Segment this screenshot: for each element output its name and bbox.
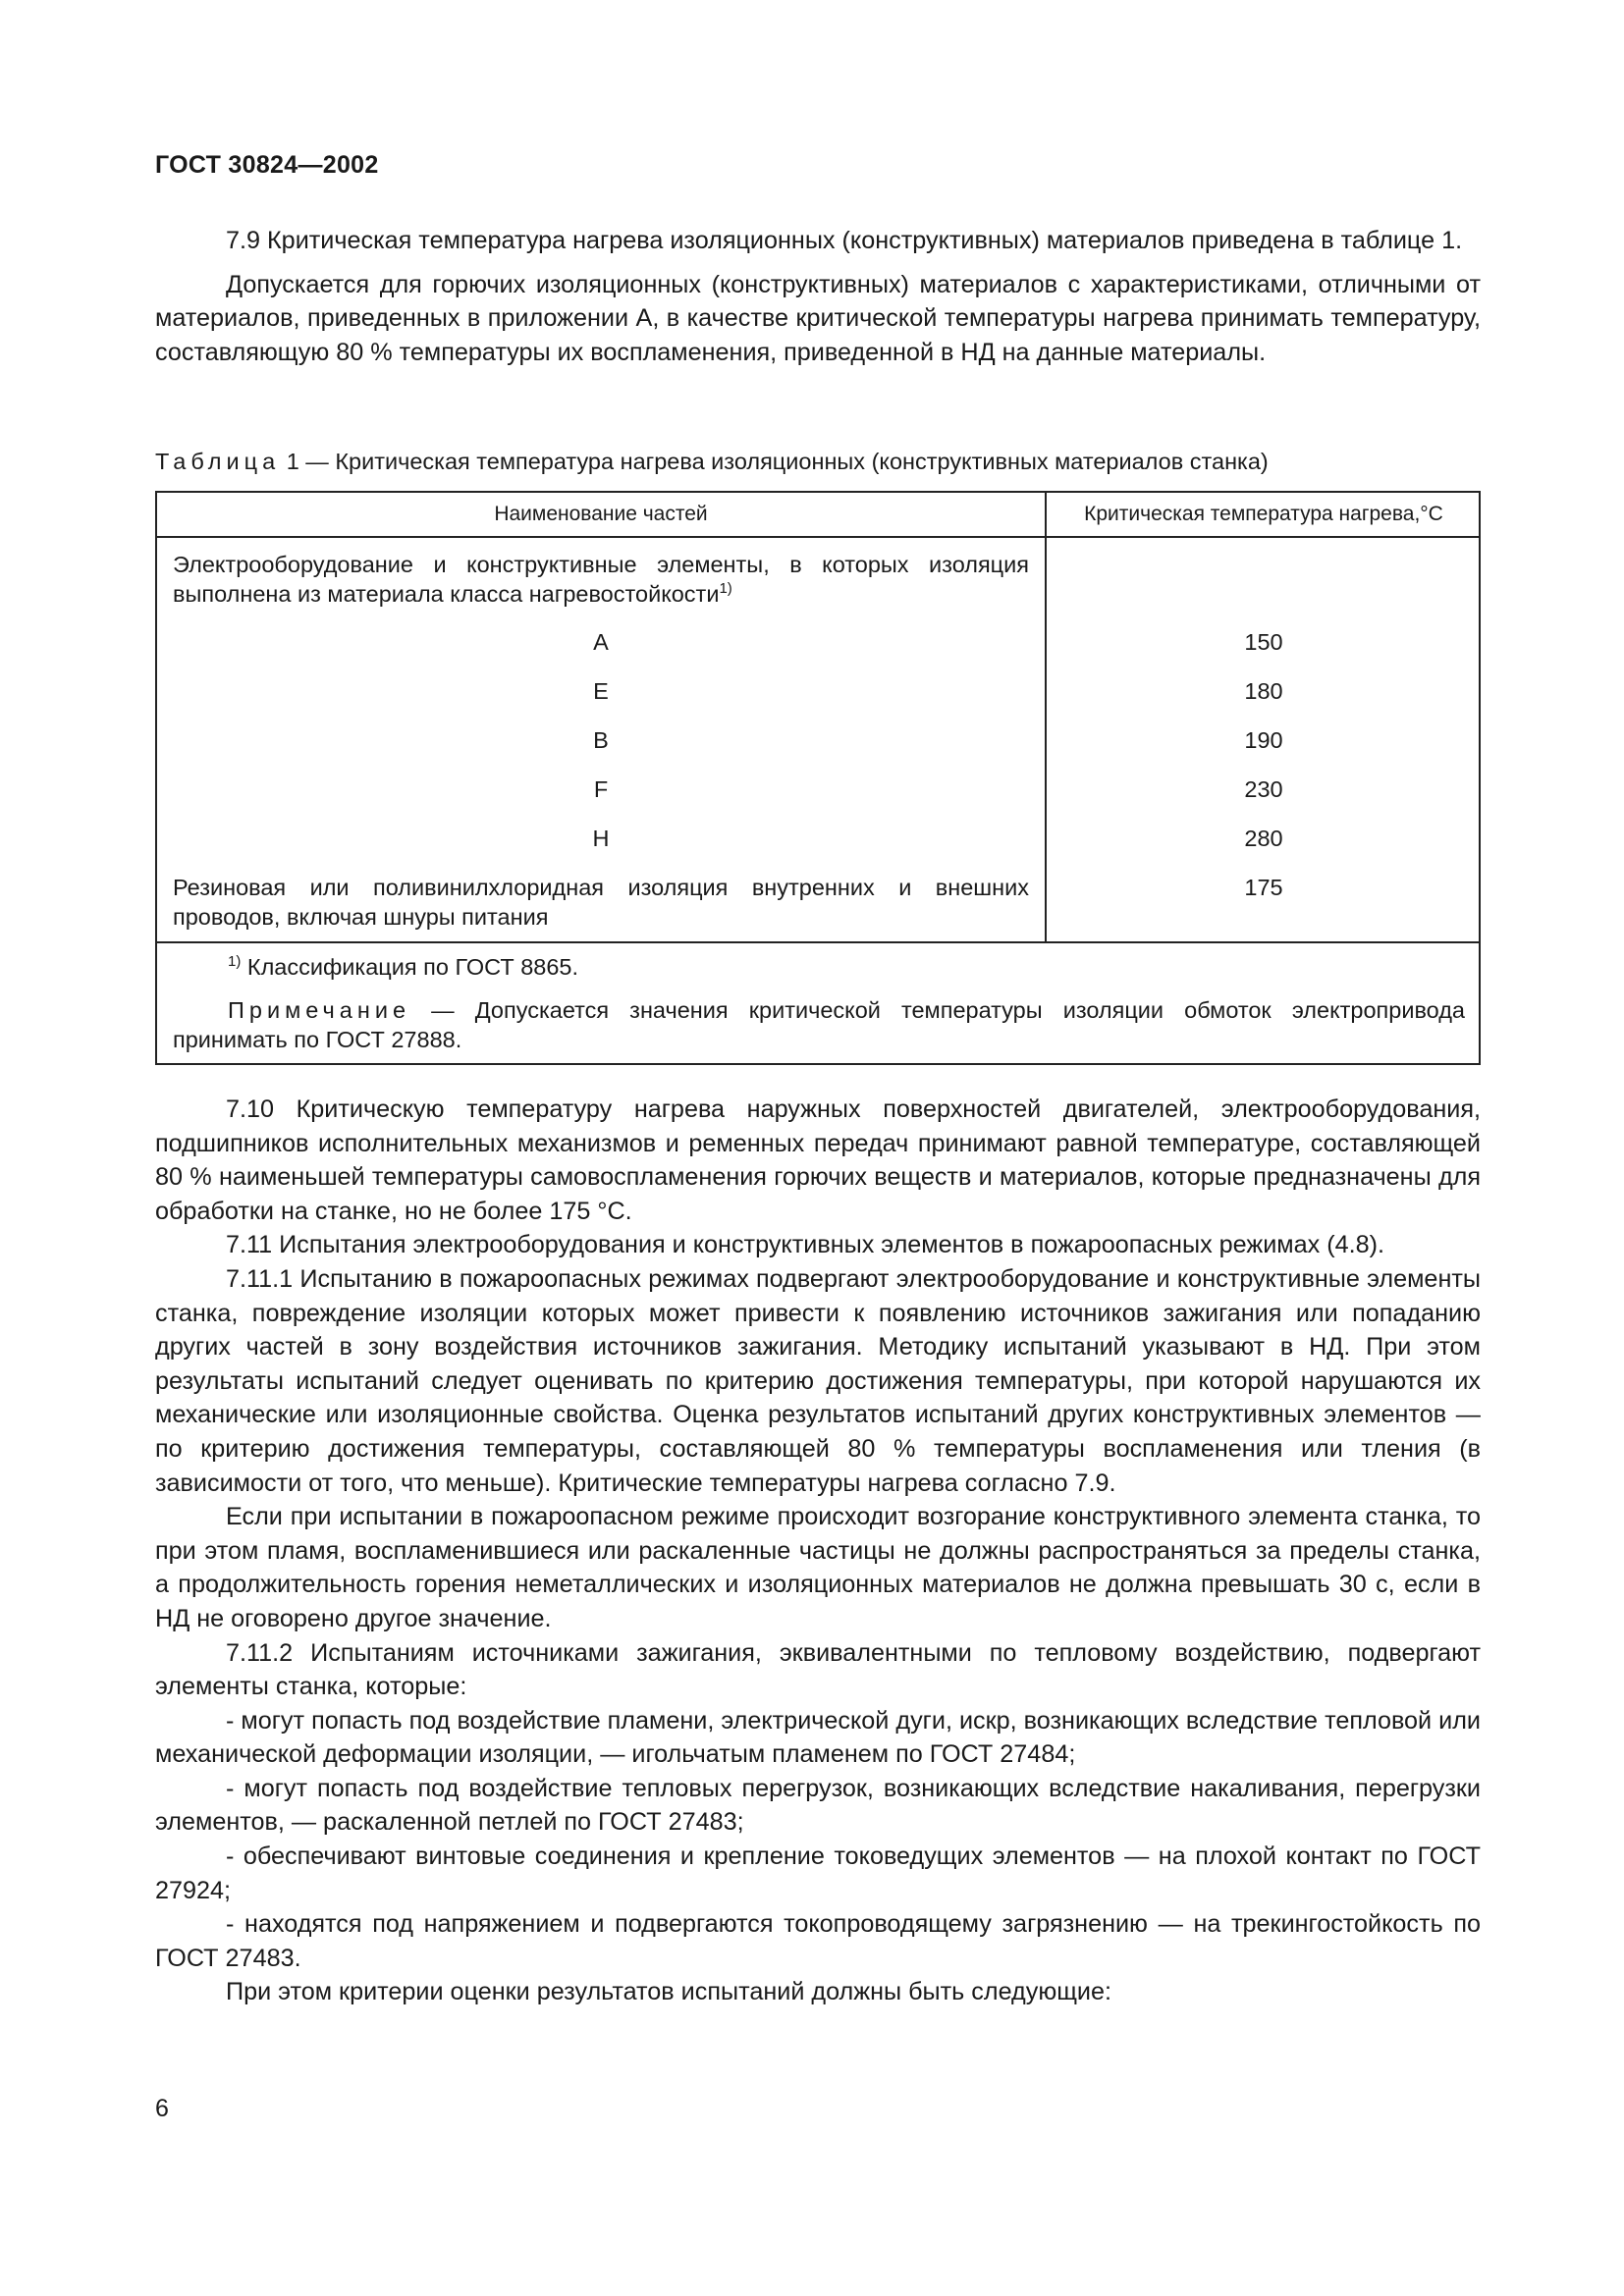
list-item: - могут попасть под воздействие тепловых перегрузок, возникающих вследствие накаливания, перегрузки элементов, — раскаленной петлей по ГОСТ 27483; [155,1774,1481,1837]
paragraph-7-9-allowance: Допускается для горючих изоляционных (конструктивных) материалов с характеристиками, отличными от материалов, приведенных в приложении А, в качестве критической температуры нагрева принимать температуру, составляющую 80 % температуры их воспламенения, приведенной в НД на данные материалы. [155,270,1481,366]
list-item: - обеспечивают винтовые соединения и крепление токоведущих элементов — на плохой контакт по ГОСТ 27924; [155,1842,1481,1904]
paragraph-7-10: 7.10 Критическую температуру нагрева наружных поверхностей двигателей, электрооборудования, подшипников исполнительных механизмов и ременных передач принимают равной температуре, составляющей 80 % наименьшей температуры самовоспламенения горючих веществ и материалов, которые предназначены для обработки на станке, но не более 175 °С. [155,1095,1481,1225]
paragraph-criteria: При этом критерии оценки результатов испытаний должны быть следующие: [226,1978,1112,2006]
equipment-desc-text: Электрооборудование и конструктивные элементы, в которых изоляция выполнена из материала класса нагревостойкости [173,552,1029,607]
table-caption [155,446,1269,477]
table-caption-label: Таблица [155,449,281,474]
paragraph-7-11-2: 7.11.2 Испытаниям источниками зажигания, эквивалентными по тепловому воздействию, подвергают элементы станка, которые: [155,1638,1481,1701]
list-item: - могут попасть под воздействие пламени, электрической дуги, искр, возникающих вследствие тепловой или механической деформации изоляции, — игольчатым пламенем по ГОСТ 27484; [155,1706,1481,1769]
note-label: Примечание [228,997,411,1023]
paragraph-7-11: 7.11 Испытания электрооборудования и конструктивных элементов в пожароопасных режимах (4.8). [226,1231,1385,1259]
footnote-ref: 1) [719,580,732,597]
section-7-9 [155,224,1481,369]
note-text: — Допускается значения критической температуры изоляции обмоток электропривода принимать по ГОСТ 27888. [173,997,1465,1052]
footnote-text: Классификация по ГОСТ 8865. [246,954,579,980]
paragraph-7-11-1-ignition: Если при испытании в пожароопасном режиме происходит возгорание конструктивного элемента станка, то при этом пламя, воспламенившиеся или раскаленные частицы не должны распространяться за пределы станка, а продолжительность горения неметаллических и изоляционных материалов не должна превышать 30 с, если в НД не оговорено другое значение. [155,1503,1481,1632]
table-row-temp: 280 [1244,826,1283,851]
table-header-divider [157,536,1479,538]
table-row-class: F [593,776,609,802]
table-row-temp: 190 [1244,727,1283,753]
table-row-temp: 180 [1244,678,1283,704]
table-row-class: Е [593,678,609,704]
page-number: 6 [155,2095,169,2122]
table-row-temp: 230 [1244,776,1283,802]
table-row-class: Н [592,826,610,851]
table-row-temp: 150 [1244,629,1283,655]
table-footnote [173,952,1465,982]
sections-7-10-to-7-11-2 [155,1093,1481,2009]
table-row-class: В [593,727,609,753]
table-note [173,995,1465,1054]
document-header: ГОСТ 30824—2002 [155,151,379,179]
table-row-rubber-desc: Резиновая или поливинилхлоридная изоляция внутренних и внешних проводов, включая шнуры питания [173,875,1029,930]
footnote-marker: 1) [228,953,242,970]
table-row-class: А [593,629,609,655]
table-1 [155,491,1481,1065]
table-row-equipment-desc [173,550,1029,609]
paragraph-7-9: 7.9 Критическая температура нагрева изоляционных (конструктивных) материалов приведена в таблице 1. [226,227,1463,254]
table-header-temperature: Критическая температура нагрева,°С [1084,503,1443,525]
list-item: - находятся под напряжением и подвергаются токопроводящему загрязнению — на трекингостойкость по ГОСТ 27483. [155,1910,1481,1972]
table-caption-text: 1 — Критическая температура нагрева изоляционных (конструктивных материалов станка) [286,449,1269,474]
table-body-bottom-divider [157,941,1479,943]
paragraph-7-11-1: 7.11.1 Испытанию в пожароопасных режимах подвергают электрооборудование и конструктивные элементы станка, повреждение изоляции которых может привести к появлению источников зажигания или попаданию других частей в зону воздействия источников зажигания. Методику испытаний указывают в НД. При этом результаты испытаний следует оценивать по критерию достижения температуры, при которой нарушаются их механические или изоляционные свойства. Оценка результатов испытаний других конструктивных элементов — по критерию достижения температуры, составляющей 80 % температуры воспламенения или тления (в зависимости от того, что меньше). Критические температуры нагрева согласно 7.9. [155,1264,1481,1497]
table-header-name: Наименование частей [494,503,708,525]
table-row-rubber-temp: 175 [1244,875,1283,900]
